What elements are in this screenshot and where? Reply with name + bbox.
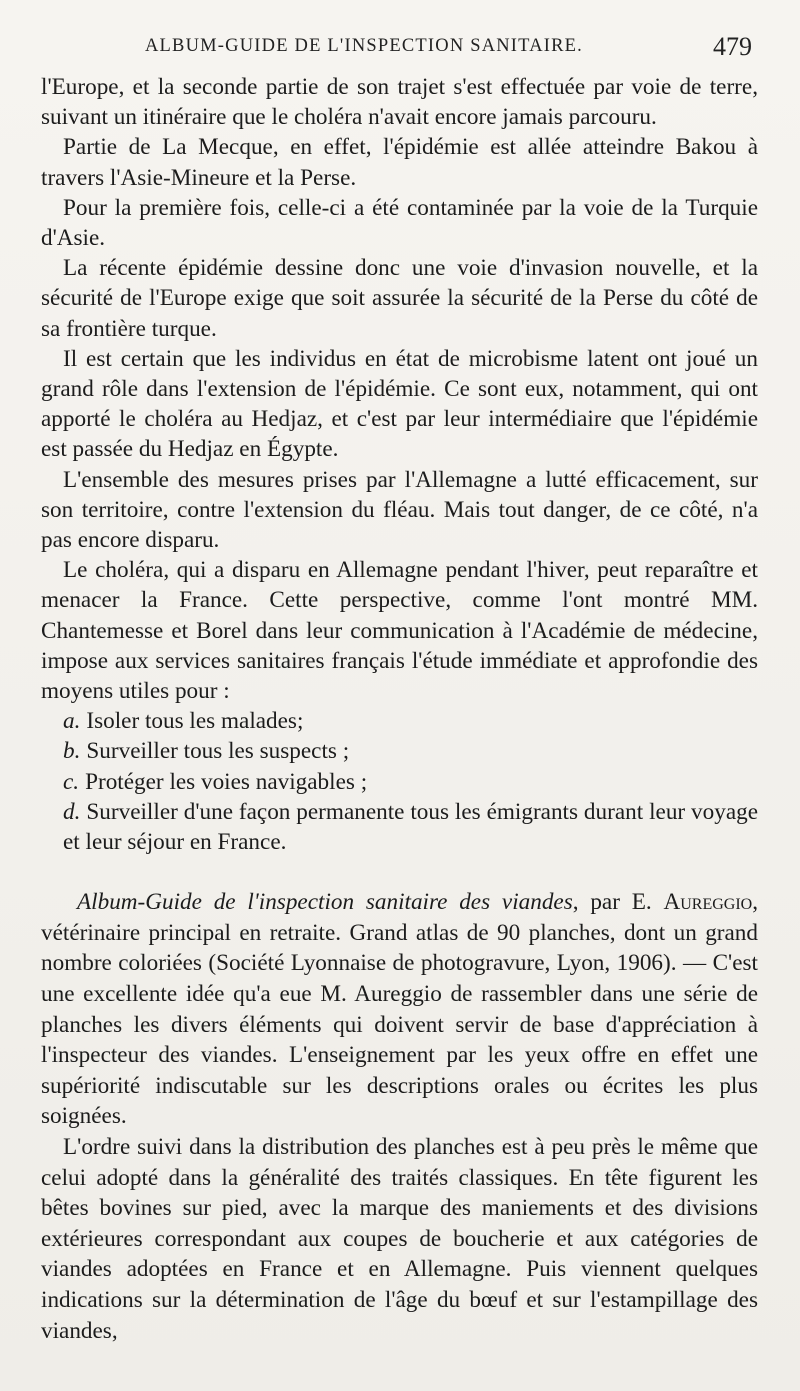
review-paragraph — [41, 887, 758, 1132]
list-item-text: Protéger les voies navigables ; — [85, 768, 368, 795]
list-marker: a. — [63, 708, 81, 735]
paragraph: Pour la première fois, celle-ci a été contaminée par la voie de la Turquie d'Asie. — [41, 194, 758, 252]
paragraph: Il est certain que les individus en état de microbisme latent ont joué un grand rôle dans l'extension de l'épidémie. Ce sont eux, notamment, qui ont apporté le choléra au Hedjaz, et c'est par leur intermédiaire que l'épidémie est passée du Hedjaz en Égypte. — [41, 345, 758, 463]
list-marker: b. — [63, 738, 81, 765]
author-name: Aureggio — [663, 889, 753, 916]
section-spacer — [41, 857, 758, 887]
page-body — [41, 72, 758, 1346]
list-item — [41, 706, 758, 736]
list-item — [41, 797, 758, 857]
author-initial: E. — [631, 889, 664, 916]
list-item-text: Surveiller tous les suspects ; — [86, 738, 350, 765]
review-intro-text: , vétérinaire principal en retraite. Grand atlas de 90 planches, dont un grand nombre coloriées (Société Lyonnaise de photogravure, Lyon, 1906). — C'est une excellente idée qu'a eue M. Aureggio de rassembler dans une série de planches les divers éléments qui doivent servir de base d'appréciation à l'inspecteur des viandes. L'enseignement par les yeux offre en effet une supériorité indiscutable sur les descriptions orales ou écrites les plus soignées. — [41, 889, 759, 1130]
book-title: Album-Guide de l'inspection sanitaire des viandes — [77, 889, 573, 916]
list-marker: c. — [63, 768, 80, 795]
paragraph: l'Europe, et la seconde partie de son trajet s'est effectuée par voie de terre, suivant un itinéraire que le choléra n'avait encore jamais parcouru. — [41, 74, 758, 131]
book-review — [41, 887, 758, 1346]
review-by: , par — [572, 889, 632, 916]
list-marker: d. — [63, 798, 81, 825]
paragraph: Le choléra, qui a disparu en Allemagne pendant l'hiver, peut reparaître et menacer la France. Cette perspective, comme l'ont montré MM. Chantemesse et Borel dans leur communication à l'Académie de médecine, impose aux services sanitaires français l'étude immédiate et approfondie des moyens utiles pour : — [41, 557, 758, 705]
paragraph: La récente épidémie dessine donc une voie d'invasion nouvelle, et la sécurité de l'Europe exige que soit assurée la sécurité de la Perse du côté de sa frontière turque. — [41, 255, 758, 342]
list-item-text: Isoler tous les malades; — [86, 708, 304, 735]
review-paragraph: L'ordre suivi dans la distribution des planches est à peu près le même que celui adopté dans la généralité des traités classiques. En tête figurent les bêtes bovines sur pied, avec la marque des maniements et des divisions extérieures correspondant aux coupes de boucherie et aux catégories de viandes adoptées en France et en Allemagne. Puis viennent quelques indications sur la détermination de l'âge du bœuf et sur l'estampillage des viandes, — [41, 1134, 758, 1344]
page-header — [0, 32, 800, 62]
page-number: 479 — [713, 32, 752, 61]
list-item — [41, 736, 758, 766]
paragraph: Partie de La Mecque, en effet, l'épidémie est allée atteindre Bakou à travers l'Asie-Mineure et la Perse. — [41, 134, 758, 191]
list-item — [41, 767, 758, 797]
paragraph: L'ensemble des mesures prises par l'Allemagne a lutté efficacement, sur son territoire, contre l'extension du fléau. Mais tout danger, de ce côté, n'a pas encore disparu. — [41, 466, 758, 554]
list-item-text: Surveiller d'une façon permanente tous les émigrants durant leur voyage et leur séjour en France. — [63, 798, 758, 856]
measures-list — [41, 706, 758, 857]
running-title: ALBUM-GUIDE DE L'INSPECTION SANITAIRE. — [145, 36, 583, 56]
